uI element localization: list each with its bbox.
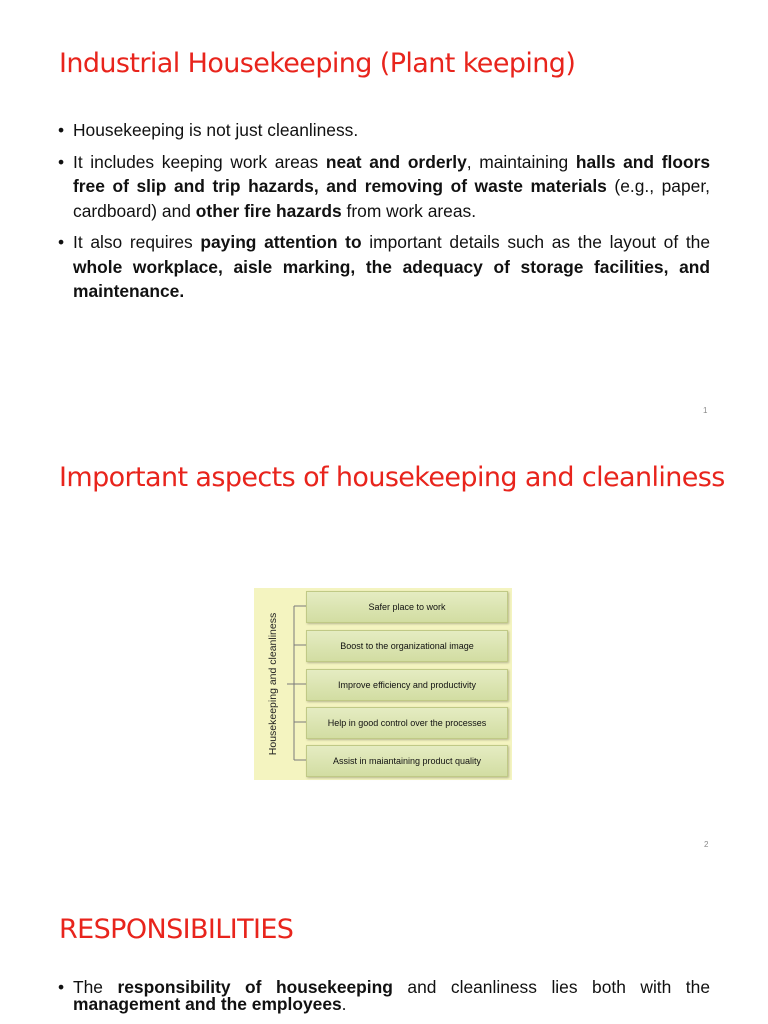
bullet-dot-icon: • — [58, 151, 65, 172]
diagram-root-label: Housekeeping and cleanliness — [267, 612, 279, 756]
diagram-item-box: Help in good control over the processes — [306, 707, 508, 739]
diagram-item-box: Assist in maiantaining product quality — [306, 745, 508, 777]
slide1-bullet-list — [57, 118, 710, 311]
slide1-bullet-2: • It includes keeping work areas neat and orderly, maintaining halls and floors free of slip and trip hazards, and removing of waste materials (e.g., paper, cardboard) and other fire hazards from work areas. — [58, 151, 711, 221]
slide1-title: Industrial Housekeeping (Plant keeping) — [59, 48, 576, 79]
slide3-bullet-1: • The responsibility of housekeeping and cleanliness lies both with the management and the employees. — [58, 977, 710, 1014]
slide2-title: Important aspects of housekeeping and cleanliness — [59, 462, 725, 493]
bullet-dot-icon: • — [58, 232, 65, 252]
bullet-dot-icon: • — [58, 977, 65, 997]
slide3-bullet-list — [57, 979, 710, 1020]
slide1-bullet-1: • Housekeeping is not just cleanliness. — [57, 118, 710, 143]
bullet-dot-icon: • — [58, 120, 65, 140]
diagram-item-box: Improve efficiency and productivity — [306, 669, 508, 701]
slide3-title: RESPONSIBILITIES — [59, 914, 294, 945]
slide2-page-number: 2 — [704, 840, 709, 849]
diagram-item-box: Boost to the organizational image — [306, 630, 508, 662]
housekeeping-diagram — [254, 588, 512, 780]
slide1-page-number: 1 — [703, 406, 708, 415]
diagram-item-box: Safer place to work — [306, 591, 508, 623]
slide1-bullet-3: • It also requires paying attention to important details such as the layout of the whole workplace, aisle marking, the adequacy of storage facilities, and maintenance. — [58, 232, 711, 301]
